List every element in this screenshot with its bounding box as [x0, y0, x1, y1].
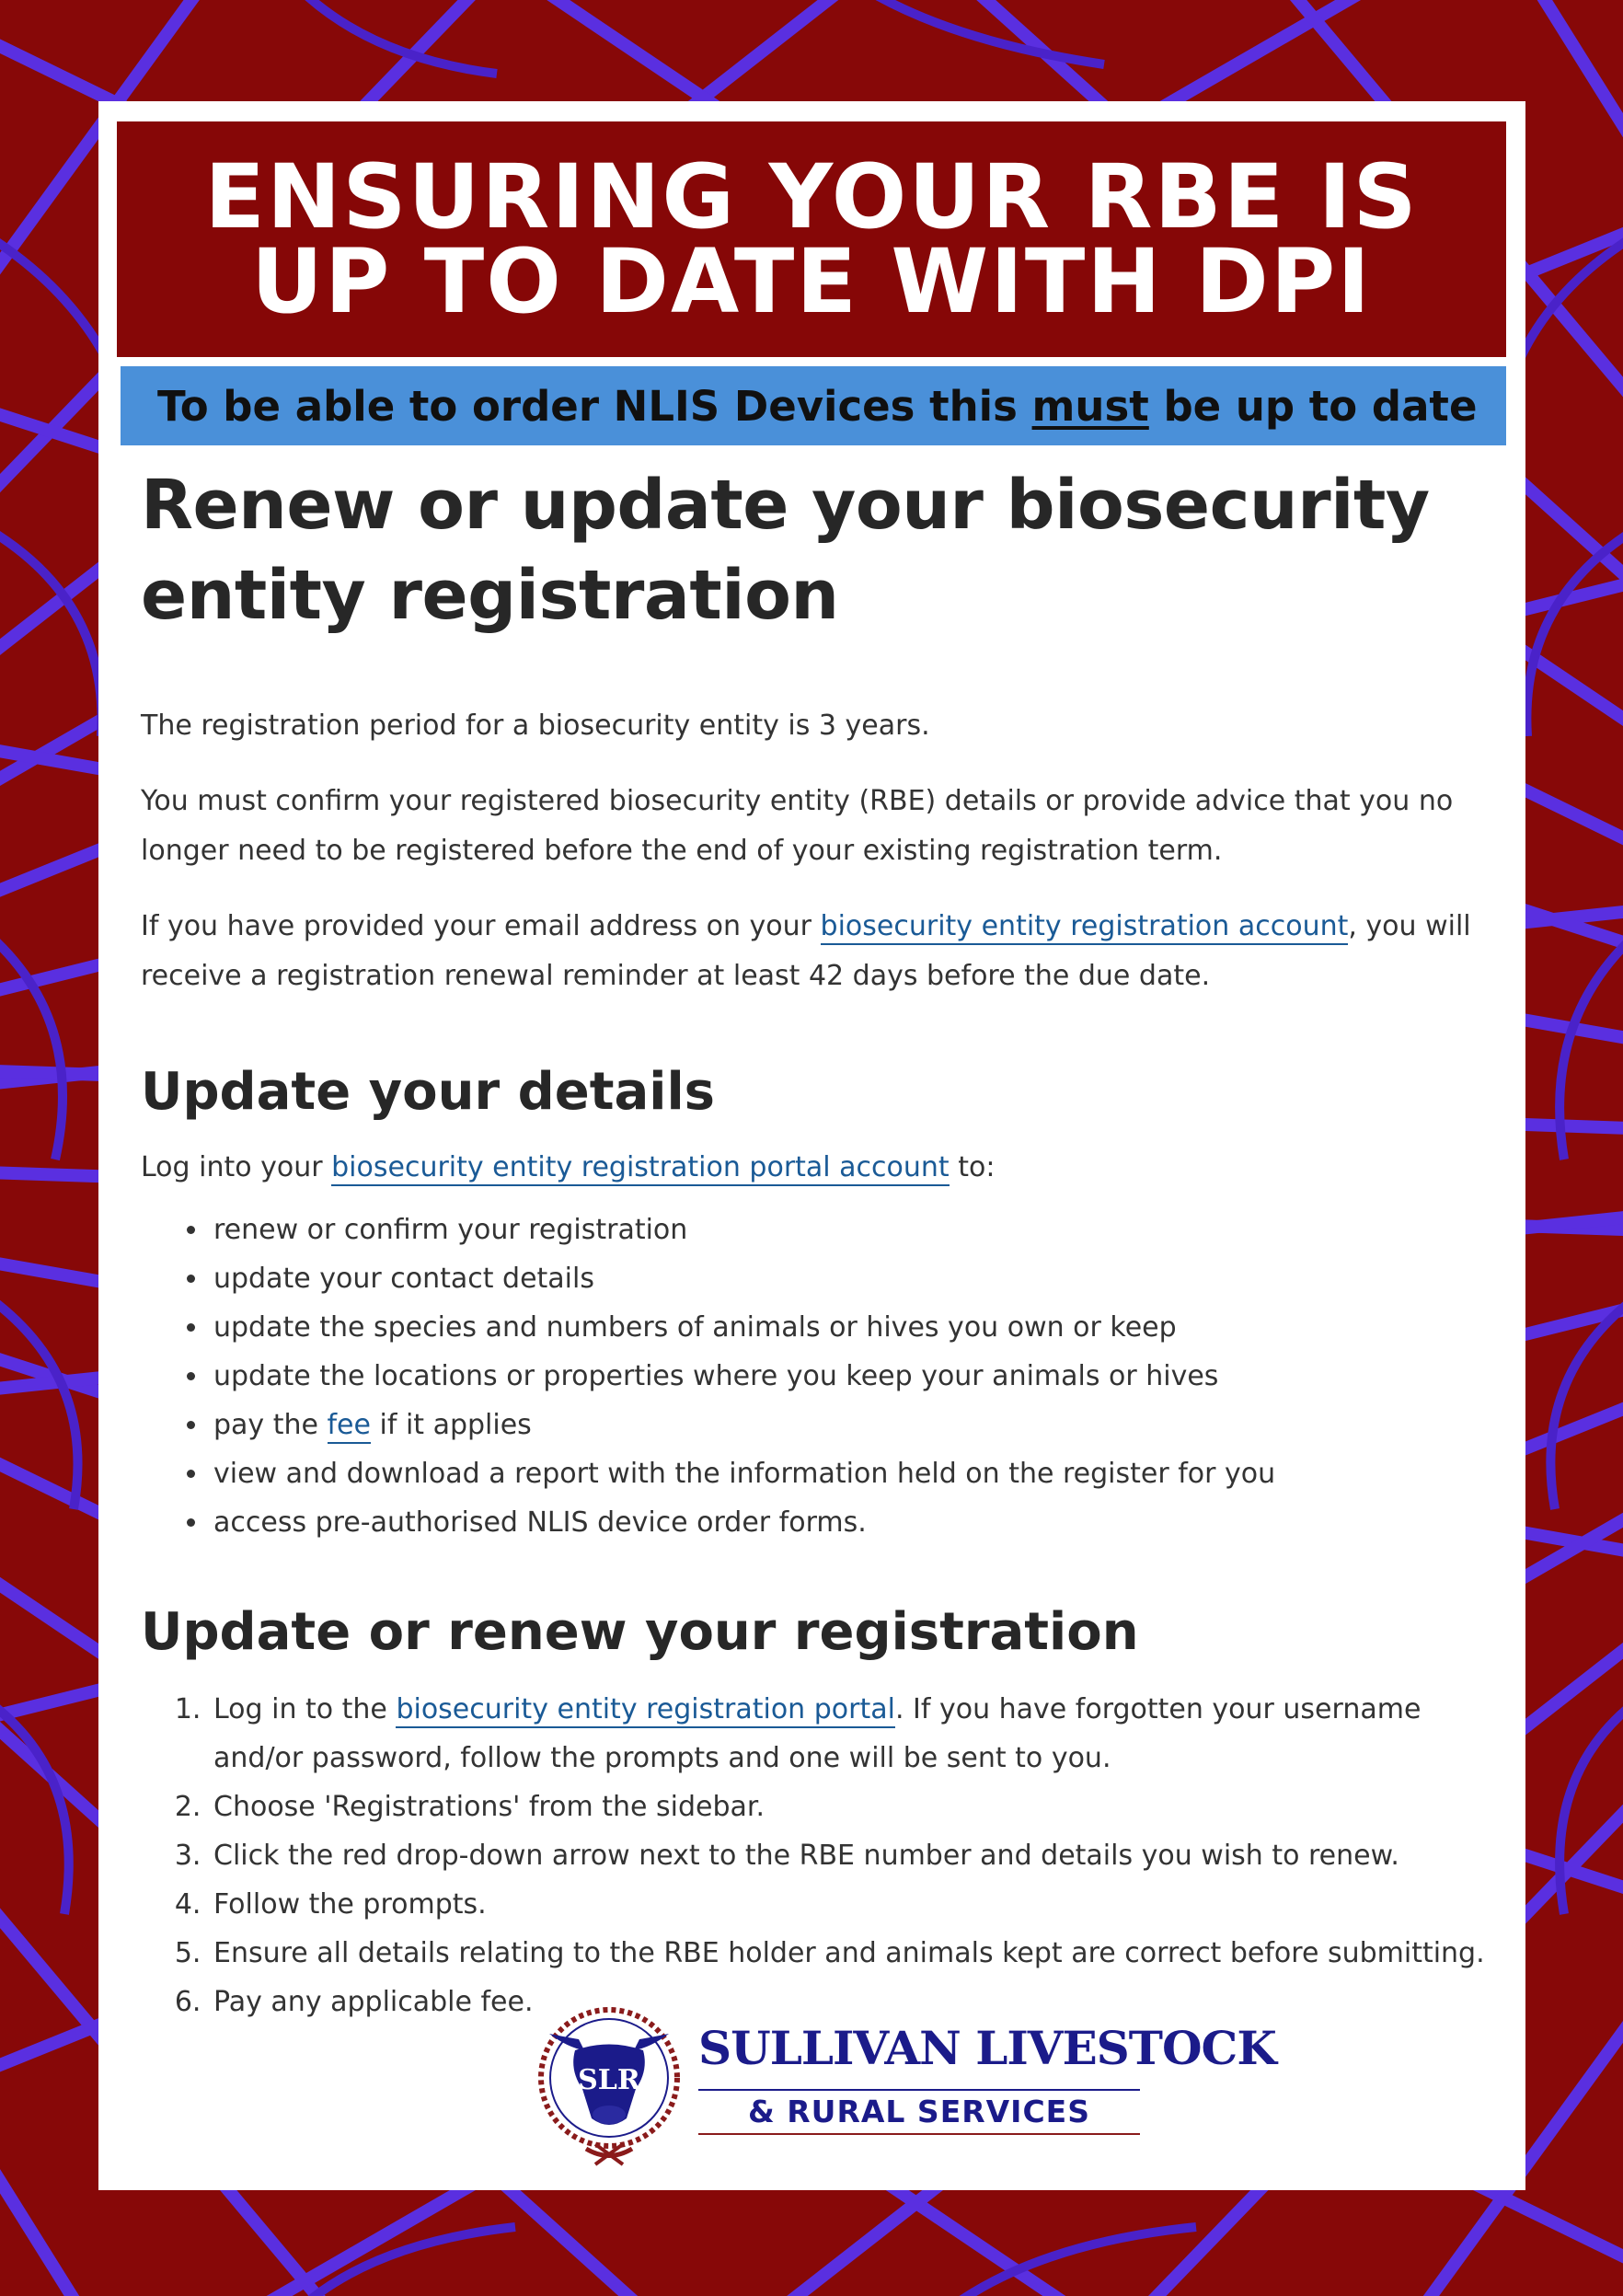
- fee-text-end: if it applies: [370, 1409, 532, 1441]
- list-item: • update the species and numbers of animals or hives you own or keep: [210, 1303, 1502, 1352]
- step-item: 4. Follow the prompts.: [210, 1880, 1502, 1929]
- list-item: • renew or confirm your registration: [210, 1206, 1502, 1254]
- company-logo: [531, 1997, 1276, 2172]
- paragraph-email-end: , you will receive a registration renewal reminder at least 42 days before the due date.: [141, 910, 1471, 992]
- renew-steps-list: [141, 1685, 1502, 2026]
- paragraph-registration-period: The registration period for a biosecurity entity is 3 years.: [141, 710, 930, 742]
- list-item: • access pre-authorised NLIS device order forms.: [210, 1498, 1502, 1547]
- paragraph-confirm-details: You must confirm your registered biosecurity entity (RBE) details or provide advice that you no longer need to be registered before the end of your existing registration term.: [141, 785, 1454, 867]
- logo-tagline: & RURAL SERVICES: [698, 2089, 1140, 2135]
- title-box: [117, 121, 1506, 357]
- logo-company-name: SULLIVAN LIVESTOCK: [698, 2021, 1276, 2075]
- update-details-list: [141, 1206, 1502, 1547]
- section-heading-update-details: Update your details: [141, 1062, 715, 1122]
- fee-link[interactable]: fee: [328, 1409, 371, 1444]
- step-item: 5. Ensure all details relating to the RBE holder and animals kept are correct before submitting.: [210, 1929, 1502, 1978]
- step-item: [210, 1685, 1502, 1783]
- list-item: • view and download a report with the information held on the register for you: [210, 1449, 1502, 1498]
- list-item-fee: [210, 1401, 1502, 1449]
- page-title: Renew or update your biosecurity entity registration: [141, 466, 1430, 635]
- step-item: 2. Choose 'Registrations' from the sidebar.: [210, 1783, 1502, 1831]
- title-line-2: UP TO DATE WITH DPI: [251, 230, 1372, 333]
- step1-end: . If you have forgotten your username and/or password, follow the prompts and one will be sent to you.: [213, 1693, 1422, 1774]
- notice-banner: [121, 366, 1506, 445]
- step-item: 3. Click the red drop-down arrow next to the RBE number and details you wish to renew.: [210, 1831, 1502, 1880]
- banner-emphasis: must: [1031, 381, 1149, 431]
- registration-account-link[interactable]: biosecurity entity registration account: [821, 910, 1349, 945]
- paragraph-email-start: If you have provided your email address on your: [141, 910, 821, 942]
- fee-text-start: pay the: [213, 1409, 328, 1441]
- article-content: [141, 460, 1502, 2026]
- banner-text-end: be up to date: [1148, 381, 1478, 431]
- update-intro-end: to:: [949, 1151, 996, 1183]
- title-line-1: ENSURING YOUR RBE IS: [204, 145, 1419, 248]
- list-item: • update your contact details: [210, 1254, 1502, 1303]
- section-heading-renew: Update or renew your registration: [141, 1602, 1139, 1662]
- update-details-intro: [141, 1143, 1502, 1193]
- paragraph-email-reminder: [141, 902, 1502, 1001]
- registration-portal-link[interactable]: biosecurity entity registration portal: [396, 1693, 895, 1728]
- registration-portal-account-link[interactable]: biosecurity entity registration portal account: [331, 1151, 950, 1186]
- bull-emblem-icon: [531, 1997, 692, 2172]
- content-card: [98, 101, 1525, 2190]
- banner-text: [157, 382, 1477, 431]
- update-intro-start: Log into your: [141, 1151, 332, 1183]
- list-item: • update the locations or properties where you keep your animals or hives: [210, 1352, 1502, 1401]
- banner-text-start: To be able to order NLIS Devices this: [157, 381, 1032, 431]
- emblem-monogram: SLR: [578, 2064, 640, 2096]
- step-item: 6. Pay any applicable fee.: [210, 1978, 1502, 2026]
- step1-start: Log in to the: [213, 1693, 397, 1725]
